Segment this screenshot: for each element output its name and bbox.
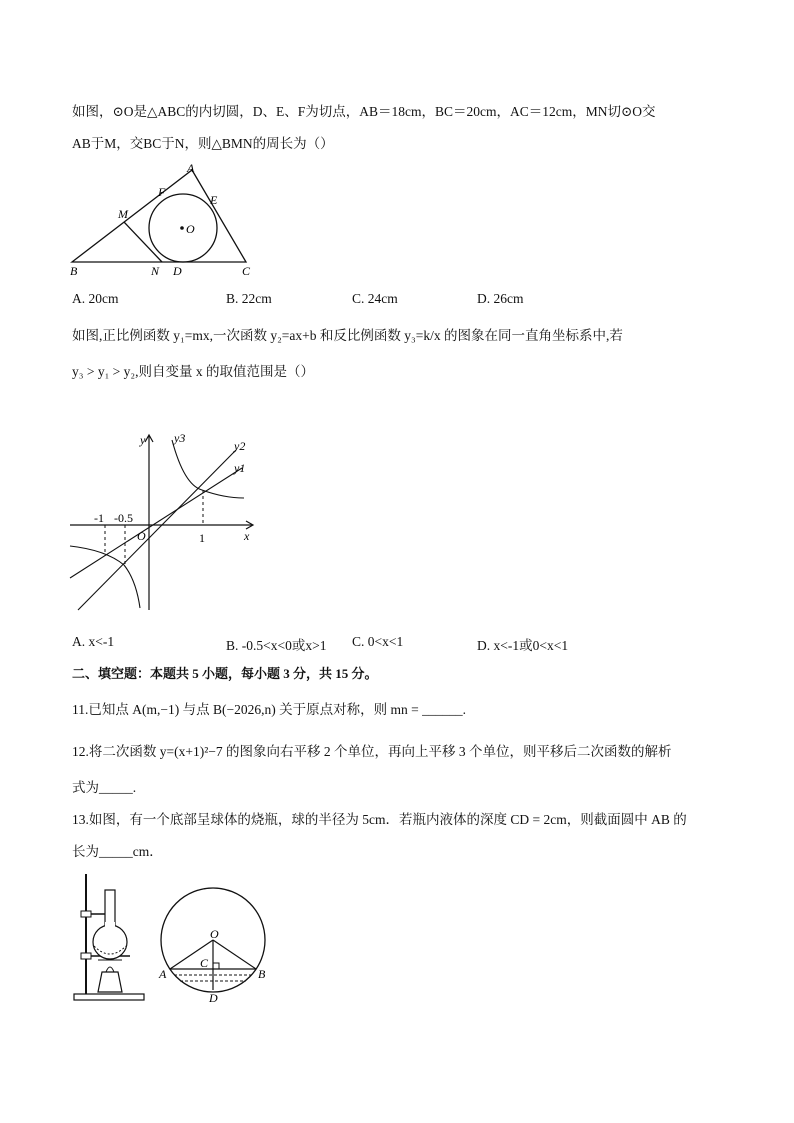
q13-label-d: D: [209, 991, 218, 1005]
q9-text-2: AB于M，交BC于N，则△BMN的周长为（）: [72, 136, 334, 151]
q10-origin-label: O: [137, 529, 146, 543]
q10-option-d: D. x<-1或0<x<1: [477, 638, 569, 653]
q13-label-b: B: [258, 967, 266, 981]
q10-y3-label: y3: [174, 431, 186, 445]
q10-tick-neg05: -0.5: [114, 511, 133, 525]
q9-label-o: O: [186, 222, 195, 236]
q9-text-line1: [72, 102, 656, 122]
q10-option-c: C. 0<x<1: [352, 634, 404, 649]
q13-text-line1: 13.如图，有一个底部呈球体的烧瓶，球的半径为 5cm．若瓶内液体的深度 CD = 2cm，则截面圆中 AB 的: [72, 812, 687, 827]
q9-label-e: E: [210, 193, 218, 207]
q9-label-b: B: [70, 264, 78, 278]
q10-text-line1: [72, 326, 623, 346]
q10-option-b: B. -0.5<x<0或x>1: [226, 638, 327, 653]
q11-text: 11.已知点 A(m,−1) 与点 B(−2026,n) 关于原点对称，则 mn = ______.: [72, 702, 466, 717]
q13-text-line2: 长为_____cm．: [72, 844, 163, 859]
q12-text-line2: 式为_____.: [72, 780, 137, 795]
q9-option-c: C. 24cm: [352, 291, 398, 306]
q9-triangle-figure: [66, 162, 266, 282]
q10-x-axis-label: x: [244, 529, 250, 543]
q10-tick-1: 1: [199, 531, 205, 545]
q9-option-a: A. 20cm: [72, 291, 119, 306]
q9-label-f: F: [158, 185, 166, 199]
q10-option-a: A. x<-1: [72, 634, 115, 649]
q10-function-graph: [66, 430, 266, 620]
q12-text-line1: 12.将二次函数 y=(x+1)²−7 的图象向右平移 2 个单位，再向上平移 3 个单位，则平移后二次函数的解析: [72, 744, 672, 759]
q9-text: 如图，⊙O是△ABC的内切圆，D、E、F为切点，AB＝18cm，BC＝20cm，AC＝12cm，MN切⊙O交: [72, 104, 656, 119]
section2-title: 二、填空题：本题共 5 小题，每小题 3 分，共 15 分。: [72, 666, 378, 681]
q10-tick-neg1: -1: [94, 511, 104, 525]
q9-label-c: C: [242, 264, 251, 278]
q13-circle-section-figure: [158, 878, 268, 1008]
q10-y-axis-label: y: [140, 433, 146, 447]
q10-text: 如图,正比例函数 y₁=mx,一次函数 y₂=ax+b 和反比例函数 y₃=k/x 的图象在同一直角坐标系中,若: [72, 328, 623, 343]
q10-y2-label: y2: [234, 439, 246, 453]
q10-text-2: y₃ > y₁ > y₂,则自变量 x 的取值范围是（）: [72, 364, 314, 379]
q10-y1-label: y1: [234, 461, 246, 475]
q9-text-line2: [72, 134, 334, 154]
q9-label-a: A: [187, 161, 195, 175]
q13-flask-apparatus-figure: [72, 870, 152, 1005]
q9-label-d: D: [173, 264, 182, 278]
q9-option-b: B. 22cm: [226, 291, 272, 306]
q9-option-d: D. 26cm: [477, 291, 524, 306]
q13-label-a: A: [159, 967, 167, 981]
q9-label-m: M: [118, 207, 128, 221]
q9-label-n: N: [151, 264, 160, 278]
q13-label-c: C: [200, 956, 209, 970]
q13-label-o: O: [210, 927, 219, 941]
q10-text-line2: [72, 362, 314, 382]
